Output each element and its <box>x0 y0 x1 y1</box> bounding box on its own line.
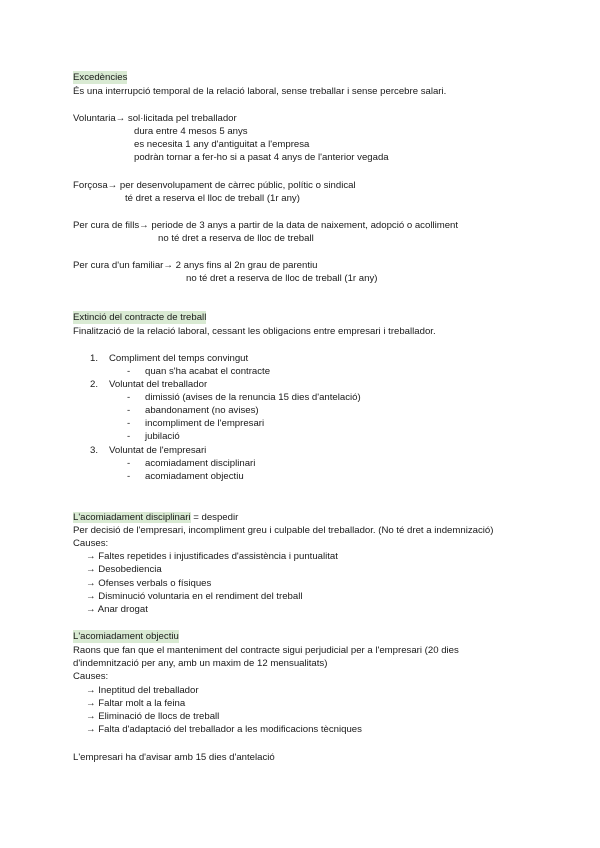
voluntaria-line: Voluntaria→ sol·licitada pel treballador <box>73 113 237 124</box>
voluntaria-detail: es necesita 1 any d'antiguitat a l'empresa <box>134 139 310 150</box>
cause-item: → Faltar molt a la feina <box>86 698 186 709</box>
bullet-dash: - <box>127 458 131 469</box>
heading-disciplinari-suffix: = despedir <box>190 512 239 523</box>
bullet-dash: - <box>127 431 131 442</box>
bullet-dash: - <box>127 471 131 482</box>
sub-item: incompliment de l'empresari <box>145 418 265 429</box>
sub-item: acomiadament objectiu <box>145 471 244 482</box>
extincio-intro: Finalització de la relació laboral, cessant les obligacions entre empresari i treballador. <box>73 326 436 337</box>
cause-item: → Ofenses verbals o físiques <box>86 578 212 589</box>
excedencies-intro: És una interrupció temporal de la relació laboral, sense treballar i sense percebre salari. <box>73 86 447 97</box>
forcosa-line: Forçosa→ per desenvolupament de càrrec públic, polític o sindical <box>73 180 356 191</box>
cause-item: → Desobediencia <box>86 564 162 575</box>
objectiu-intro: Raons que fan que el manteniment del contracte sigui perjudicial per a l'empresari (20 dies <box>73 645 459 656</box>
fills-detail: no té dret a reserva de lloc de treball <box>158 233 314 244</box>
voluntaria-detail: dura entre 4 mesos 5 anys <box>134 126 248 137</box>
cause-item: → Anar drogat <box>86 604 148 615</box>
sub-item: jubilació <box>145 431 180 442</box>
heading-disciplinari-title: L'acomiadament disciplinari <box>73 512 191 523</box>
disciplinari-intro: Per decisió de l'empresari, incompliment greu i culpable del treballador. (No té dret a indemnizació) <box>73 525 494 536</box>
objectiu-footer: L'empresari ha d'avisar amb 15 dies d'antelació <box>73 752 275 763</box>
bullet-dash: - <box>127 418 131 429</box>
cause-item: → Falta d'adaptació del treballador a les modificacions tècniques <box>86 724 362 735</box>
list-item: Voluntat del treballador <box>109 379 208 390</box>
bullet-dash: - <box>127 405 131 416</box>
causes-label: Causes: <box>73 671 109 682</box>
list-item: Voluntat de l'empresari <box>109 445 207 456</box>
list-number: 3. <box>90 445 99 456</box>
cause-item: → Eliminació de llocs de treball <box>86 711 220 722</box>
sub-item: quan s'ha acabat el contracte <box>145 366 271 377</box>
cause-item: → Faltes repetides i injustificades d'assistència i puntualitat <box>86 551 338 562</box>
heading-objectiu: L'acomiadament objectiu <box>73 631 179 642</box>
familiar-line: Per cura d'un familiar→ 2 anys fins al 2n grau de parentiu <box>73 260 318 271</box>
list-item: Compliment del temps convingut <box>109 353 249 364</box>
causes-label: Causes: <box>73 538 109 549</box>
list-number: 2. <box>90 379 99 390</box>
sub-item: dimissió (avises de la renuncia 15 dies d'antelació) <box>145 392 361 403</box>
forcosa-detail: té dret a reserva el lloc de treball (1r any) <box>125 193 300 204</box>
sub-item: acomiadament disciplinari <box>145 458 256 469</box>
list-number: 1. <box>90 353 99 364</box>
heading-extincio: Extinció del contracte de treball <box>73 312 207 323</box>
voluntaria-detail: podràn tornar a fer-ho si a pasat 4 anys de l'anterior vegada <box>134 152 389 163</box>
cause-item: → Disminució voluntaria en el rendiment del treball <box>86 591 303 602</box>
bullet-dash: - <box>127 392 131 403</box>
bullet-dash: - <box>127 366 131 377</box>
sub-item: abandonament (no avises) <box>145 405 259 416</box>
objectiu-intro-cont: d'indemnització per any, amb un maxim de 12 mensualitats) <box>73 658 328 669</box>
heading-disciplinari <box>73 511 238 524</box>
fills-line: Per cura de fills→ periode de 3 anys a partir de la data de naixement, adopció o acolliment <box>73 220 459 231</box>
cause-item: → Ineptitud del treballador <box>86 685 199 696</box>
familiar-detail: no té dret a reserva de lloc de treball (1r any) <box>186 273 378 284</box>
heading-excedencies: Excedències <box>73 72 128 83</box>
